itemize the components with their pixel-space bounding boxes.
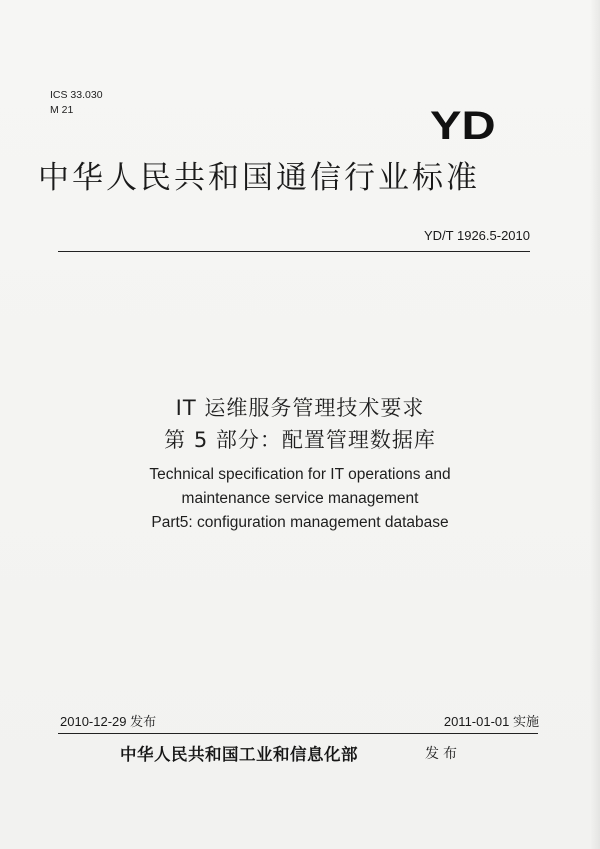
issuing-authority: 中华人民共和国工业和信息化部 bbox=[120, 745, 358, 764]
issue-date: 2010-12-29 发布 bbox=[60, 714, 157, 729]
standard-number: YD/T 1926.5-2010 bbox=[424, 228, 530, 243]
classification-block bbox=[50, 88, 103, 118]
header-divider bbox=[58, 251, 530, 252]
classification-code: M 21 bbox=[50, 104, 74, 116]
english-title-line-1: Technical specification for IT operations and bbox=[149, 466, 451, 483]
footer-divider bbox=[58, 733, 538, 734]
implementation-date: 2011-01-01 实施 bbox=[443, 714, 539, 729]
issuer-action: 发布 bbox=[425, 746, 461, 762]
english-title-line-2: maintenance service management bbox=[181, 490, 419, 507]
chinese-title-line-1: IT 运维服务管理技术要求 bbox=[175, 396, 425, 420]
chinese-title-line-2: 第 5 部分：配置管理数据库 bbox=[164, 428, 436, 452]
yd-logo: YD bbox=[430, 104, 496, 148]
ics-code: ICS 33.030 bbox=[50, 89, 103, 101]
english-title-line-3: Part5: configuration management database bbox=[151, 514, 449, 531]
standard-category-title: 中华人民共和国通信行业标准 bbox=[38, 160, 480, 196]
